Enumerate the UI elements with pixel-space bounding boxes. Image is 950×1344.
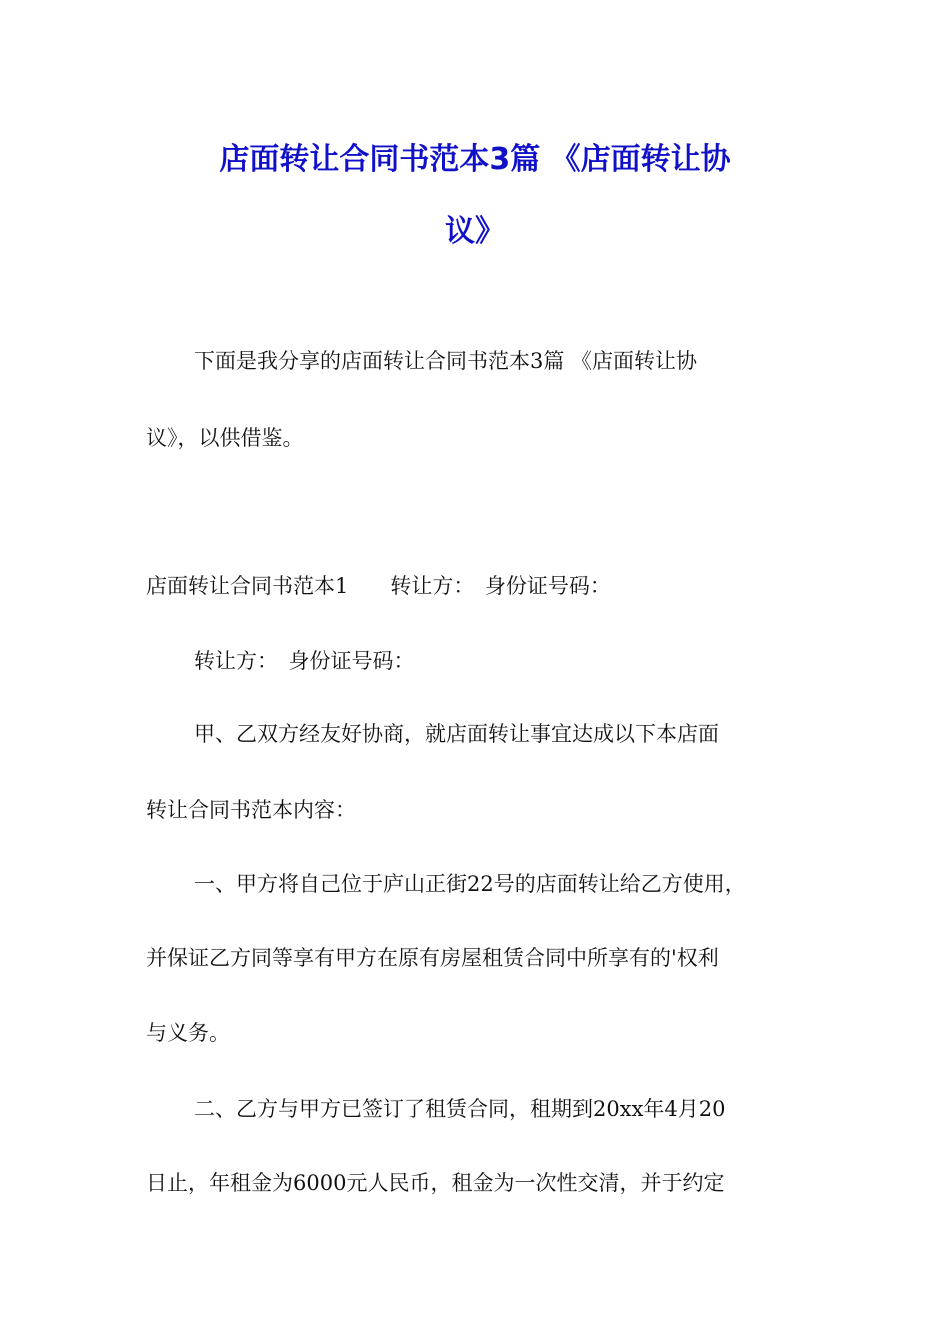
clause-1-line-1: 一、甲方将自己位于庐山正街22号的店面转让给乙方使用， (194, 872, 746, 896)
clause-2-line-1: 二、乙方与甲方已签订了租赁合同，租期到20xx年4月20 (194, 1097, 726, 1121)
clause-2-line-2: 日止，年租金为6000元人民币，租金为一次性交清，并于约定 (146, 1171, 725, 1195)
intro-paragraph-line-2: 议》，以供借鉴。 (146, 426, 304, 450)
document-title-line-2: 议》 (445, 214, 505, 249)
clause-1-line-3: 与义务。 (146, 1021, 230, 1045)
section-heading-line: 店面转让合同书范本1 转让方： 身份证号码： (146, 574, 611, 598)
transferee-line: 转让方： 身份证号码： (194, 649, 415, 673)
intro-paragraph-line-1: 下面是我分享的店面转让合同书范本3篇 《店面转让协 (194, 349, 698, 373)
document-title-line-1: 店面转让合同书范本3篇 《店面转让协 (219, 142, 731, 177)
clause-1-line-2: 并保证乙方同等享有甲方在原有房屋租赁合同中所享有的'权利 (146, 946, 719, 970)
agreement-intro-line-1: 甲、乙双方经友好协商，就店面转让事宜达成以下本店面 (194, 722, 719, 746)
agreement-intro-line-2: 转让合同书范本内容： (146, 798, 356, 822)
